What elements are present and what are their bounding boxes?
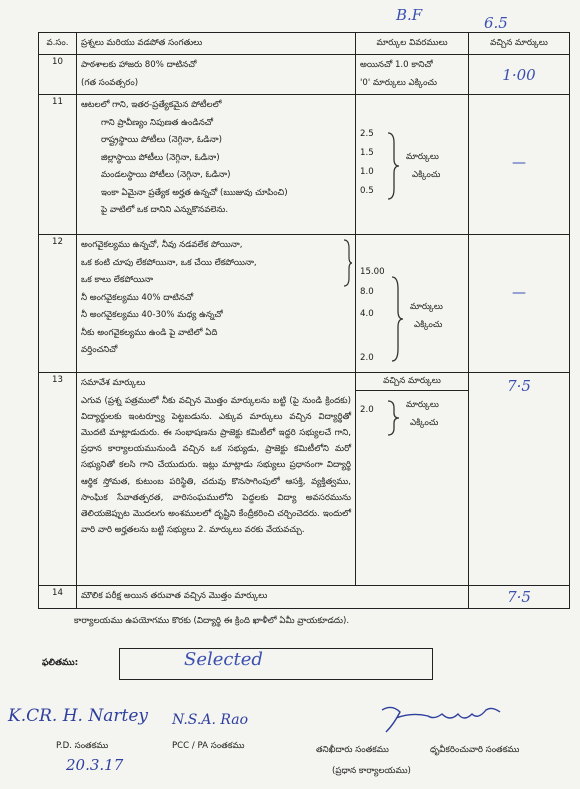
row-question bbox=[77, 235, 356, 373]
result-value: Selected bbox=[184, 649, 263, 670]
question-line: మండలస్థాయి పోటీలు (నెగ్గినా, ఓడినా) bbox=[101, 170, 231, 180]
result-label: ఫలితము: bbox=[42, 658, 79, 668]
brace-label: ఎక్కించు bbox=[410, 418, 439, 428]
office-use-note: కార్యాలయము ఉపయోగము కొరకు (విద్యార్థి ఈ క్రింది ఖాళీలో ఏమీ వ్రాయకూడదు). bbox=[74, 616, 350, 626]
curly-brace-icon bbox=[390, 275, 404, 363]
table-row-12 bbox=[39, 235, 570, 373]
row-serial: 14 bbox=[39, 586, 77, 609]
row-score: 7·5 bbox=[469, 373, 570, 586]
mark-value: 2.0 bbox=[360, 353, 374, 363]
row-question: మౌలిక పరీక్ష అయిన తరువాత వచ్చిన మొత్తం మార్కులు bbox=[77, 586, 469, 609]
row-score: 1·00 bbox=[469, 55, 570, 95]
question-title: సమావేశ మార్కులు bbox=[81, 378, 146, 388]
interview-paragraph: ఎగువ (ప్రశ్న పత్రములో నీకు వచ్చిన మొత్తం మార్కులను బట్టి (పై నుండి క్రిందకు) విద్యార్థులకు ఇంటర్వ్యూ పెట్టబడును. ఎక్కువ మార్కులు వచ్చిన విద్యార్థితో మొదటి మాట్లాడుదురు. ఈ సంభాషణను ప్రాజెక్టు కమిటీలో ఇద్దరి సభ్యులచే గాని, ప్రధాన కార్యాలయమునుండి వచ్చిన ఒక సభ్యుడు, ప్రాజెక్టు కమిటీలోని మరో సభ్యునితో కలసి గాని చేయుదురు. ఇట్లు మాట్లాడు సభ్యులు ప్రధానంగా విద్యార్థి ఆర్థిక స్తోమత, కుటుంబ పరిస్థితి, చదువు కొనసాగింపులో ఆసక్తి, వ్యక్తిత్వము, సాంఘిక సేవాతత్పరత, వారిసంఘములోని పెద్దలకు విద్యా అవసరమును తెలియజెప్పుట మొదలగు అంశములలో దృష్టిని కేంద్రీకరించి చర్చించెదరు. ఇందులో వారి వారి అర్హతలను బట్టి సభ్యులు 2. మార్కులు వరకు వేయవచ్చు. bbox=[81, 395, 351, 536]
row-question bbox=[77, 95, 356, 235]
question-line: అంగవైకల్యము ఉన్నచో, నీవు నడవలేక పోయినా, bbox=[81, 240, 243, 250]
marks-line: '0' మార్కులు ఎక్కించు bbox=[360, 77, 437, 88]
mark-value: 15.00 bbox=[360, 267, 385, 277]
curly-brace-icon bbox=[386, 131, 400, 201]
curly-brace-icon bbox=[343, 239, 353, 287]
question-line: నీ అంగవైకల్యము 40% దాటినచో bbox=[81, 292, 194, 303]
row-score: 7·5 bbox=[469, 586, 570, 609]
mark-value: 2.0 bbox=[360, 405, 374, 415]
header-serial: వ.సం. bbox=[39, 33, 77, 55]
question-line: ఆటలలో గాని, ఇతర-ప్రత్యేకమైన పోటీలలో bbox=[81, 100, 222, 110]
table-row-10 bbox=[39, 55, 570, 95]
header-question: ప్రశ్నలు మరియు వడపోత సంగతులు bbox=[77, 33, 356, 55]
question-line: జిల్లాస్థాయి పోటీలు (నెగ్గినా, ఓడినా) bbox=[101, 152, 220, 163]
question-line: గాని ప్రావీణ్యం నిపుణత ఉండినచో bbox=[101, 117, 214, 128]
mark-value: 2.5 bbox=[360, 129, 374, 139]
pd-signature-label: P.D. సంతకము bbox=[56, 741, 109, 751]
header-scored: వచ్చిన మార్కులు bbox=[469, 33, 570, 55]
mark-value: 8.0 bbox=[360, 287, 374, 297]
table-header-row bbox=[39, 33, 570, 55]
brace-label: మార్కులు bbox=[410, 302, 443, 312]
total-score-annotation: 6.5 bbox=[484, 14, 508, 32]
brace-label: ఎక్కించు bbox=[412, 170, 441, 180]
question-line: ఒక కంటి చూపు లేకపోయినా, ఒక చేయి లేకపోయినా, bbox=[81, 257, 257, 268]
row-score: — bbox=[469, 235, 570, 373]
question-line: రాష్ట్రస్థాయి పోటీలు (నెగ్గినా, ఓడినా) bbox=[101, 135, 222, 145]
mark-value: 4.0 bbox=[360, 309, 374, 319]
pd-date: 20.3.17 bbox=[66, 756, 124, 774]
question-line: పై వాటిలో ఒక దానిని ఎన్నుకొనవలెను. bbox=[101, 205, 229, 215]
brace-label: మార్కులు bbox=[406, 400, 439, 410]
row-marks bbox=[356, 373, 469, 586]
row-question bbox=[77, 373, 356, 586]
question-line: నీకు అంగవైకల్యము ఉండి పై వాటిలో ఏది bbox=[81, 327, 218, 338]
brace-label: ఎక్కించు bbox=[414, 320, 443, 330]
marks-line: అయినచో 1.0 కానిచో bbox=[360, 60, 433, 70]
question-line: (గత సంవత్సరం) bbox=[81, 77, 139, 88]
table-row-14 bbox=[39, 586, 570, 609]
header-marks: మార్కుల వివరములు bbox=[356, 33, 469, 55]
row-serial: 12 bbox=[39, 235, 77, 373]
initials-annotation: B.F bbox=[396, 6, 423, 24]
result-box bbox=[119, 648, 433, 680]
marks-table bbox=[38, 32, 570, 609]
row-serial: 11 bbox=[39, 95, 77, 235]
question-line: ఇంకా ఏమైనా ప్రత్యేక అర్హత ఉన్నచో (ఋజువు చూపించి) bbox=[101, 187, 288, 198]
curly-brace-icon bbox=[386, 399, 400, 437]
row-marks bbox=[356, 95, 469, 235]
row-score: — bbox=[469, 95, 570, 235]
checker-signature-scribble bbox=[372, 702, 522, 738]
mark-value: 1.5 bbox=[360, 148, 374, 158]
pcc-signature: N.S.A. Rao bbox=[172, 712, 248, 728]
question-line: వర్తించనిచో bbox=[81, 345, 118, 355]
verifier-signature-label: ధృవీకరించువారి సంతకము bbox=[430, 745, 520, 755]
mark-value: 0.5 bbox=[360, 186, 374, 196]
table-row-11 bbox=[39, 95, 570, 235]
row-serial: 13 bbox=[39, 373, 77, 586]
mark-value: 1.0 bbox=[360, 167, 374, 177]
row-serial: 10 bbox=[39, 55, 77, 95]
brace-label: మార్కులు bbox=[406, 152, 439, 162]
row-marks bbox=[356, 55, 469, 95]
pcc-signature-label: PCC / PA సంతకము bbox=[172, 741, 245, 751]
checker-signature-sublabel: (ప్రధాన కార్యాలయము) bbox=[332, 766, 411, 776]
row-marks bbox=[356, 235, 469, 373]
checker-signature-label: తనిఖీదారు సంతకము bbox=[316, 745, 389, 755]
pd-signature: K.CR. H. Nartey bbox=[8, 706, 148, 726]
marks-subheader: వచ్చిన మార్కులు bbox=[356, 373, 468, 391]
row-question bbox=[77, 55, 356, 95]
question-line: నీ అంగవైకల్యము 40-30% మధ్య ఉన్నచో bbox=[81, 310, 223, 320]
question-line: పాఠశాలకు హాజరు 80% దాటినచో bbox=[81, 60, 197, 70]
question-line: ఒక కాలు లేకపోయినా bbox=[81, 275, 154, 285]
table-row-13 bbox=[39, 373, 570, 586]
